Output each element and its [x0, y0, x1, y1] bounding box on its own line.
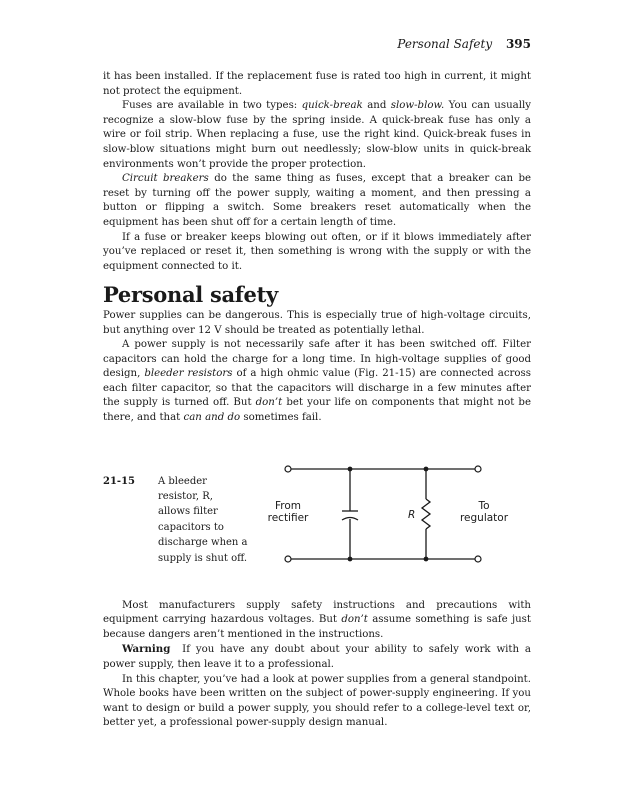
running-head [397, 37, 531, 51]
figure-number: 21-15 [103, 475, 135, 487]
paragraph [103, 70, 531, 99]
text-run: sometimes fail. [240, 412, 322, 424]
paragraph [103, 309, 531, 338]
text-run: If you have any doubt about your ability to safely work with a power supply, then leave it to a professional. [103, 644, 531, 671]
circuit-diagram [258, 459, 509, 579]
text-run: If a fuse or breaker keeps blowing out often, or if it blows immediately after you’ve replaced or reset it, then something is wrong with the supply or with the equipment connected to it. [103, 231, 531, 272]
italic-run: don’t [255, 397, 283, 409]
italic-run: can and do [183, 412, 241, 424]
junction-dot [348, 466, 353, 471]
label-to: To [478, 499, 490, 512]
paragraph-group-top [103, 70, 531, 274]
text-run: In this chapter, you’ve had a look at power supplies from a general standpoint. Whole books have been written on the subject of power-supply engineering. If you want to design or build a power supply, you should refer to a college-level text or, better yet, a professional power-supply design manual. [103, 673, 531, 729]
text-run: Most manufacturers supply safety instructions and precautions with equipment carrying hazardous voltages. But [103, 599, 531, 626]
body-text [103, 70, 531, 731]
text-run: Fuses are available in two types: [122, 100, 302, 112]
paragraph [103, 673, 531, 731]
label-rectifier: rectifier [267, 511, 309, 524]
paragraph-group-mid [103, 309, 531, 426]
text-run: Power supplies can be dangerous. This is especially true of high-voltage circuits, but anything over 12 V should be treated as potentially lethal. [103, 309, 531, 336]
junction-dot [424, 466, 429, 471]
italic-run: Circuit breakers [122, 173, 209, 185]
running-head-title: Personal Safety [397, 37, 493, 51]
text-run: of a high ohmic value (Fig. 21-15) are connected across each filter capacitor, so that the capacitors will discharge in a few minutes after the supply is turned off. But [103, 368, 531, 409]
text-run: it has been installed. If the replacement fuse is rated too high in current, it might not protect the equipment. [103, 71, 531, 97]
label-r: R [408, 508, 416, 521]
paragraph [103, 338, 531, 426]
text-run: and [362, 100, 391, 112]
text-run: assume something is safe just because dangers aren’t mentioned in the instructions. [103, 614, 531, 640]
label-regulator: regulator [459, 511, 509, 524]
terminal-input-top [285, 466, 291, 472]
resistor-zigzag [422, 499, 430, 529]
terminal-output-bottom [475, 556, 481, 562]
italic-run: slow-blow. [390, 100, 445, 112]
terminal-output-top [475, 466, 481, 472]
paragraph [103, 231, 531, 275]
paragraph [103, 642, 531, 672]
italic-run: don’t [341, 614, 368, 626]
italic-run: quick-break [301, 100, 363, 112]
italic-run: bleeder resistors [144, 368, 233, 380]
text-run: bet your life on components that might not be there, and that [103, 397, 531, 424]
page-number: 395 [505, 37, 531, 51]
terminal-input-bottom [285, 556, 291, 562]
section-heading: Personal safety [103, 282, 278, 308]
label-from: From [274, 499, 302, 512]
paragraph [103, 99, 531, 172]
warning-label: Warning [122, 643, 171, 656]
text-run: do the same thing as fuses, except that a breaker can be reset by turning off the power supply, waiting a moment, and then pressing a button or flipping a switch. Some breakers reset automatically when the equipment has been shut off for a certain length of time. [103, 173, 531, 228]
junction-dot [348, 556, 353, 561]
junction-dot [424, 556, 429, 561]
figure-caption-text: A bleeder resistor, R, allows filter capacitors to discharge when a supply is shut off. [158, 475, 248, 564]
text-run: You can usually recognize a slow-blow fuse by the spring inside. A quick-break fuse has only a wire or foil strip. When replacing a fuse, use the right kind. Quick-break fuses in slow-blow situations might burn out needlessly; slow-blow units in quick-break environments won’t provide the proper protection. [103, 100, 531, 170]
paragraph [103, 172, 531, 230]
paragraph-group-bottom [103, 599, 531, 731]
paragraph [103, 599, 531, 643]
text-run: A power supply is not necessarily safe after it has been switched off. Filter capacitors can hold the charge for a long time. In high-voltage supplies of good design, [103, 339, 531, 380]
figure-21-15 [103, 459, 531, 579]
